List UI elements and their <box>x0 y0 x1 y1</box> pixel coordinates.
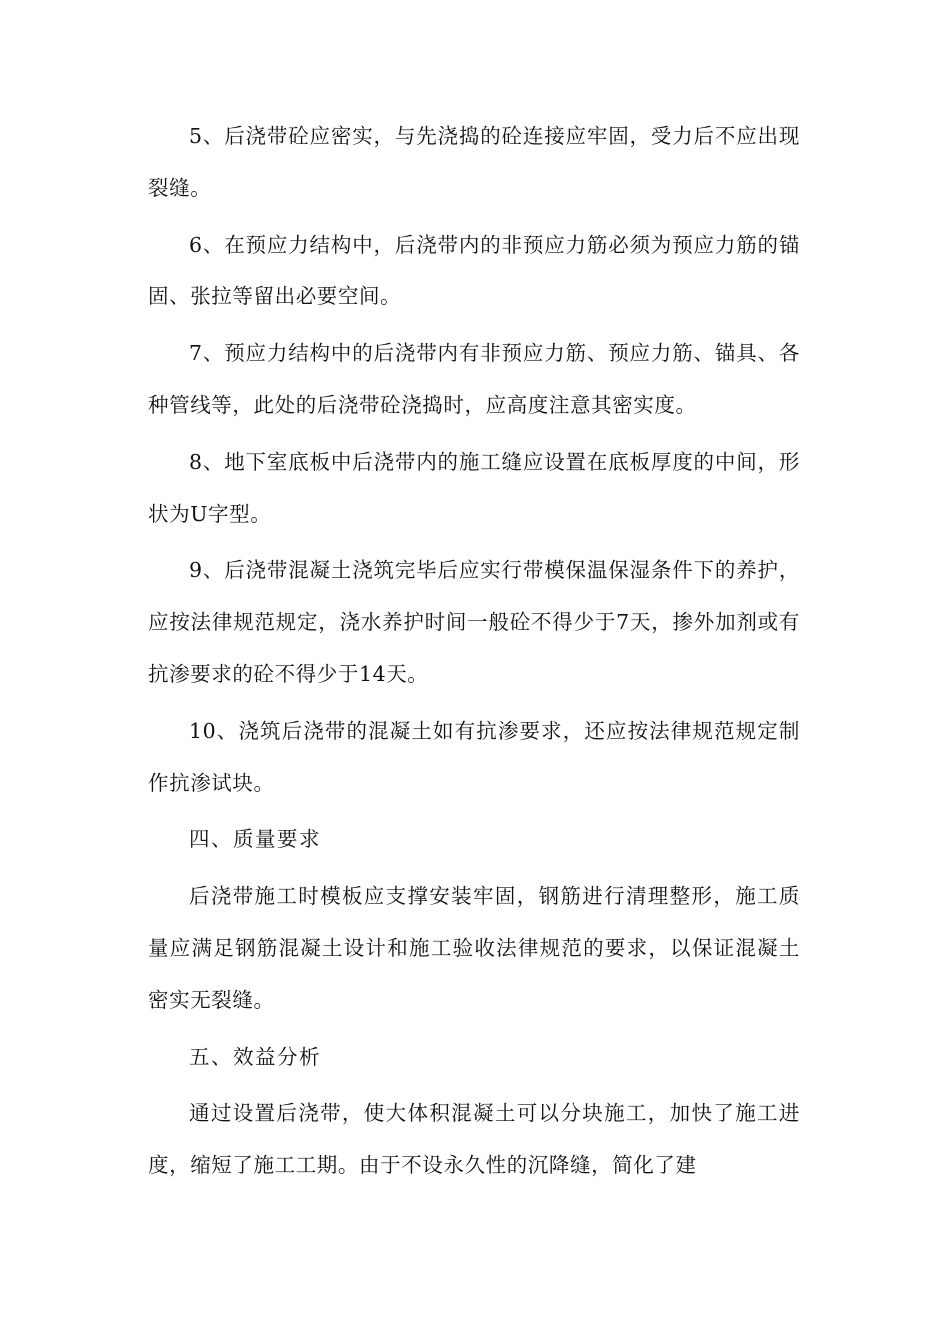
paragraph-quality-requirements: 后浇带施工时模板应支撑安装牢固，钢筋进行清理整形，施工质量应满足钢筋混凝土设计和施工验收法律规范的要求，以保证混凝土密实无裂缝。 <box>148 884 800 1012</box>
section-heading-quality: 四、质量要求 <box>189 827 321 852</box>
paragraph-item-8: 8、地下室底板中后浇带内的施工缝应设置在底板厚度的中间，形状为U字型。 <box>148 449 800 526</box>
paragraph-item-6: 6、在预应力结构中，后浇带内的非预应力筋必须为预应力筋的锚固、张拉等留出必要空间。 <box>148 232 800 309</box>
document-body <box>148 111 800 1197</box>
paragraph-benefit-analysis: 通过设置后浇带，使大体积混凝土可以分块施工，加快了施工进度，缩短了施工工期。由于不设永久性的沉降缝，简化了建 <box>148 1101 800 1178</box>
paragraph-item-5: 5、后浇带砼应密实，与先浇捣的砼连接应牢固，受力后不应出现裂缝。 <box>148 124 800 200</box>
paragraph-item-9: 9、后浇带混凝土浇筑完毕后应实行带模保温保湿条件下的养护，应按法律规范规定，浇水养护时间一般砼不得少于7天，掺外加剂或有抗渗要求的砼不得少于14天。 <box>148 558 800 686</box>
section-heading-benefit: 五、效益分析 <box>189 1044 321 1069</box>
paragraph-item-7: 7、预应力结构中的后浇带内有非预应力筋、预应力筋、锚具、各种管线等，此处的后浇带砼浇捣时，应高度注意其密实度。 <box>148 341 800 417</box>
paragraph-item-10: 10、浇筑后浇带的混凝土如有抗渗要求，还应按法律规范规定制作抗渗试块。 <box>148 718 800 795</box>
